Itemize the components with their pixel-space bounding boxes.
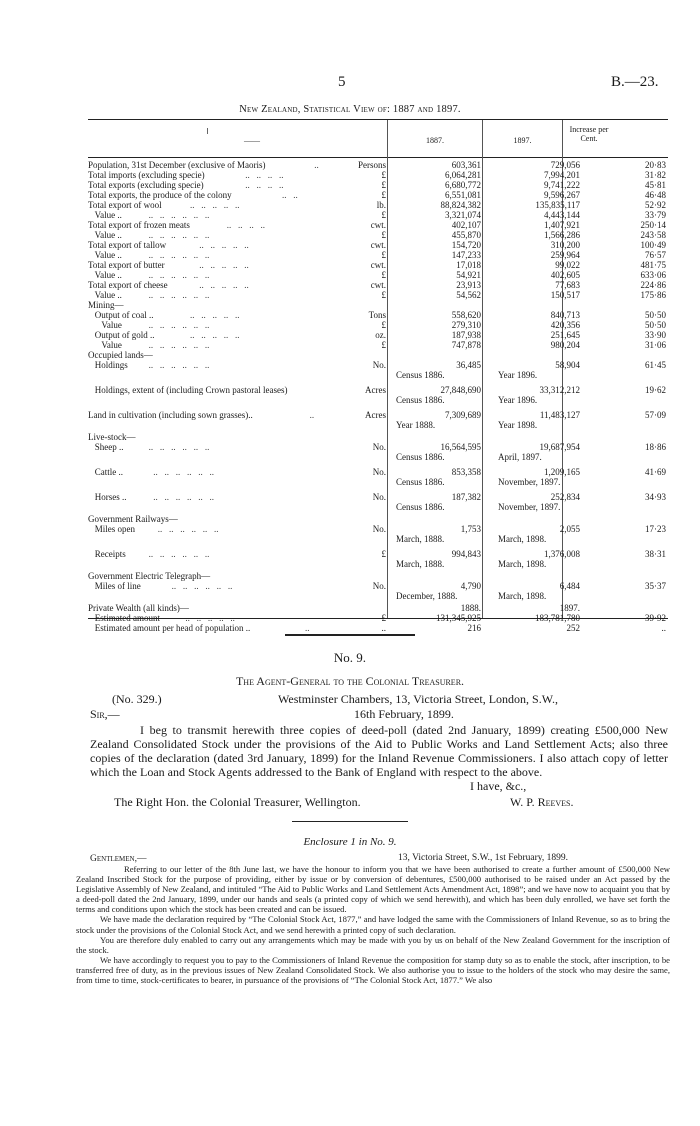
note-1887: Year 1888. <box>396 420 436 430</box>
value-1897: 99,022 <box>555 260 580 270</box>
value-1887: 16,564,595 <box>440 442 481 452</box>
value-1897: 840,713 <box>550 310 580 320</box>
enclosure-paragraph: We have accordingly to request you to pay to the Commissioners of Inland Revenue the composition for stamp duty so as to enable the stock, after inscription, to be transferred free of duty, as in the previous issues of New Zealand Consolidated Stock. We also authorise you to issue to the holders of the stock who may desire the same, from time to time, stock-certificates to bearer, in pursuance of the provisions of “The Colonial Stock Act, 1877.” We also <box>76 954 670 986</box>
note-1897: November, 1897. <box>498 477 561 487</box>
row-unit: £ <box>381 230 386 240</box>
letter-closing: I have, &c., <box>470 779 527 793</box>
increase-percent: 20·83 <box>645 160 666 170</box>
row-unit: Tons <box>368 310 386 320</box>
value-1887: 747,878 <box>451 340 481 350</box>
increase-percent: .. <box>661 623 666 633</box>
increase-percent: 175·86 <box>640 290 666 300</box>
row-label: Value <box>88 320 122 330</box>
leader-dots: .. <box>314 160 319 170</box>
value-1897: 183,781,780 <box>535 613 580 623</box>
increase-percent: 250·14 <box>640 220 666 230</box>
increase-percent: 61·45 <box>645 360 666 370</box>
value-1887: 558,620 <box>451 310 481 320</box>
note-1887: December, 1888. <box>396 591 458 601</box>
row-unit: £ <box>381 210 386 220</box>
leader-dots: .. .. .. .. .. <box>199 280 249 290</box>
row-label: Value .. <box>88 210 122 220</box>
leader-dots: .. .. .. .. .. .. <box>153 467 214 477</box>
row-unit: cwt. <box>370 240 386 250</box>
row-unit: cwt. <box>370 220 386 230</box>
row-unit: £ <box>381 170 386 180</box>
row-unit: Persons <box>357 160 386 170</box>
increase-percent: 18·86 <box>645 442 666 452</box>
enclosure-body <box>76 864 670 985</box>
value-1897: 9,741,222 <box>544 180 580 190</box>
increase-percent: 34·93 <box>645 492 666 502</box>
increase-percent: 633·06 <box>640 270 666 280</box>
leader-dots: .. .. <box>282 190 298 200</box>
row-label: Miles open <box>88 524 135 534</box>
row-label: Output of coal .. <box>88 310 154 320</box>
row-unit: oz. <box>375 330 386 340</box>
note-1887: Census 1886. <box>396 452 445 462</box>
leader-dots: .. .. .. .. .. .. <box>148 549 210 559</box>
header-spacer-mark <box>207 128 208 134</box>
letter-body-text: I beg to transmit herewith three copies of deed-poll (dated 2nd January, 1899) creating £500,000 New Zealand Consolidated Stock under the provisions of the Aid to Public Works and Land Settlement Acts; also three copies of the declaration (dated 3rd January, 1899) for the Inland Revenue Commissioners. I also attach copy of letter which the Loan and Stock Agents addressed to the Bank of England with respect to the above. <box>90 723 668 779</box>
increase-percent: 100·49 <box>640 240 666 250</box>
enclosure-heading-text: Enclosure 1 in No. 9. <box>303 836 397 848</box>
increase-percent: 33·79 <box>645 210 666 220</box>
value-1897: 1897. <box>559 603 580 613</box>
row-unit: £ <box>381 250 386 260</box>
leader-dots: .. .. .. .. .. .. <box>148 290 210 300</box>
leader-dots: .. .. .. .. .. <box>199 260 249 270</box>
value-1887: 853,358 <box>451 467 481 477</box>
document-reference: B.—23. <box>611 74 659 90</box>
row-label: Value .. <box>88 230 122 240</box>
value-1897: 310,200 <box>550 240 580 250</box>
row-unit: No. <box>372 492 386 502</box>
increase-percent: 57·09 <box>645 410 666 420</box>
value-1887: 154,720 <box>451 240 481 250</box>
letter-number: No. 9. <box>333 650 367 665</box>
enclosure-salutation: Gentlemen,— <box>90 854 147 864</box>
letter-body <box>90 723 668 779</box>
value-1897: 4,443,144 <box>544 210 580 220</box>
value-1897: 420,356 <box>550 320 580 330</box>
value-1897: 6,484 <box>559 581 580 591</box>
row-label: Output of gold .. <box>88 330 155 340</box>
sender-address: Westminster Chambers, 13, Victoria Street, London, S.W., <box>278 692 558 706</box>
value-1897: 33,312,212 <box>539 385 580 395</box>
letter-heading: The Agent-General to the Colonial Treasurer. <box>235 674 465 688</box>
row-unit: £ <box>381 190 386 200</box>
row-label: Miles of line <box>88 581 141 591</box>
note-1897: March, 1898. <box>498 591 547 601</box>
note-1887: Census 1886. <box>396 395 445 405</box>
row-unit: lb. <box>376 200 386 210</box>
value-1897: 77,683 <box>555 280 580 290</box>
row-label: Estimated amount per head of population .. <box>88 623 251 633</box>
row-unit: £ <box>381 180 386 190</box>
value-1897: 2,055 <box>559 524 580 534</box>
increase-percent: 481·75 <box>640 260 666 270</box>
note-1897: March, 1898. <box>498 559 547 569</box>
table-title: New Zealand, Statistical View of: 1887 and 1897. <box>239 104 461 115</box>
table-header-rule <box>88 157 668 158</box>
value-1887: 27,848,690 <box>440 385 481 395</box>
row-label: Value <box>88 340 122 350</box>
value-1887: 1,753 <box>460 524 481 534</box>
leader-dots: .. .. .. .. .. .. <box>153 492 214 502</box>
increase-percent: 243·58 <box>640 230 666 240</box>
value-1887: 54,562 <box>456 290 481 300</box>
value-1887: 54,921 <box>456 270 481 280</box>
row-unit: No. <box>372 524 386 534</box>
value-1887: 1888. <box>460 603 481 613</box>
row-label: Value .. <box>88 270 122 280</box>
increase-percent: 50·50 <box>645 310 666 320</box>
value-1897: 150,517 <box>550 290 580 300</box>
leader-dots: .. <box>309 410 315 420</box>
leader-dots: .. .. .. .. .. .. <box>148 340 210 350</box>
note-1897: November, 1897. <box>498 502 561 512</box>
value-1887: 88,824,382 <box>440 200 481 210</box>
row-label: Total export of cheese <box>88 280 168 290</box>
leader-dots: .. .. .. .. .. .. <box>171 581 233 591</box>
value-1887: 6,551,081 <box>445 190 481 200</box>
page-number: 5 <box>338 74 346 90</box>
row-label: Holdings <box>88 360 128 370</box>
row-unit: £ <box>381 320 386 330</box>
note-1887: March, 1888. <box>396 534 445 544</box>
increase-percent: 45·81 <box>645 180 666 190</box>
row-label: Mining— <box>88 300 124 310</box>
enclosure-address-date: 13, Victoria Street, S.W., 1st February, 1899. <box>398 853 569 863</box>
leader-dots: .. .. .. .. .. .. <box>148 442 210 452</box>
row-unit: No. <box>372 581 386 591</box>
value-1897: 252,834 <box>550 492 580 502</box>
row-label: Total imports (excluding specie) <box>88 170 205 180</box>
increase-percent: 35·37 <box>645 581 666 591</box>
increase-percent: 50·50 <box>645 320 666 330</box>
value-1897: 19,687,954 <box>539 442 580 452</box>
leader-dots: .. .. .. .. .. <box>185 613 235 623</box>
value-1887: 603,361 <box>451 160 481 170</box>
value-1897: 729,056 <box>550 160 580 170</box>
leader-dots: .. <box>305 623 310 633</box>
increase-percent: 46·48 <box>645 190 666 200</box>
value-1897: 7,994,201 <box>544 170 580 180</box>
value-1887: 216 <box>467 623 481 633</box>
row-unit: .. <box>381 623 386 633</box>
row-label: Total exports, the produce of the colony <box>88 190 232 200</box>
value-1897: 1,566,286 <box>544 230 580 240</box>
letter-addressee: The Right Hon. the Colonial Treasurer, Wellington. <box>114 795 361 809</box>
row-unit: cwt. <box>370 260 386 270</box>
value-1887: 17,018 <box>456 260 481 270</box>
value-1897: 259,964 <box>550 250 580 260</box>
value-1887: 23,913 <box>456 280 481 290</box>
increase-percent: 19·62 <box>645 385 666 395</box>
value-1897: 9,596,267 <box>544 190 580 200</box>
letter-date: 16th February, 1899. <box>354 707 454 721</box>
enclosure-heading <box>0 836 700 848</box>
value-1897: 1,376,008 <box>544 549 580 559</box>
row-unit: No. <box>372 467 386 477</box>
value-1887: 187,382 <box>451 492 481 502</box>
value-1887: 4,790 <box>460 581 481 591</box>
column-header-1887: 1887. <box>426 136 444 145</box>
row-label: Cattle .. <box>88 467 123 477</box>
increase-percent: 41·69 <box>645 467 666 477</box>
row-label: Total export of wool <box>88 200 162 210</box>
increase-percent: 33·90 <box>645 330 666 340</box>
letter-signature: W. P. Reeves. <box>510 795 574 809</box>
increase-percent: 76·57 <box>645 250 666 260</box>
value-1887: 994,843 <box>451 549 481 559</box>
note-1887: Census 1886. <box>396 370 445 380</box>
increase-percent: 31·82 <box>645 170 666 180</box>
note-1887: Census 1886. <box>396 502 445 512</box>
value-1887: 6,064,281 <box>445 170 481 180</box>
leader-dots: .. .. .. .. .. .. <box>148 250 210 260</box>
note-1897: March, 1898. <box>498 534 547 544</box>
value-1897: 58,904 <box>555 360 580 370</box>
value-1887: 7,309,689 <box>445 410 481 420</box>
table-top-rule <box>88 119 668 120</box>
value-1897: 980,204 <box>550 340 580 350</box>
leader-dots: .. .. .. .. .. <box>190 310 240 320</box>
note-1887: March, 1888. <box>396 559 445 569</box>
value-1887: 147,233 <box>451 250 481 260</box>
row-label: Government Electric Telegraph— <box>88 571 211 581</box>
row-label: Total export of tallow <box>88 240 167 250</box>
increase-percent: 17·23 <box>645 524 666 534</box>
row-label: Government Railways— <box>88 514 178 524</box>
value-1887: 36,485 <box>456 360 481 370</box>
value-1897: 252 <box>566 623 580 633</box>
value-1887: 3,321,074 <box>445 210 481 220</box>
row-unit: £ <box>381 549 386 559</box>
value-1887: 6,680,772 <box>445 180 481 190</box>
leader-dots: .. .. .. .. .. .. <box>148 210 210 220</box>
value-1887: 402,107 <box>451 220 481 230</box>
leader-dots: .. .. .. .. <box>245 180 284 190</box>
note-1897: Year 1896. <box>498 395 538 405</box>
column-header-increase: Increase per Cent. <box>569 125 609 143</box>
row-unit: £ <box>381 613 386 623</box>
row-label: Value .. <box>88 290 122 300</box>
leader-dots: .. .. .. .. <box>226 220 266 230</box>
value-1897: 251,645 <box>550 330 580 340</box>
section-separator <box>285 634 415 636</box>
row-label: Total exports (excluding specie) <box>88 180 204 190</box>
row-label: Holdings, extent of (including Crown pastoral leases) <box>88 385 288 395</box>
leader-dots: .. .. .. .. .. .. <box>157 524 219 534</box>
row-unit: Acres <box>365 410 386 420</box>
row-unit: cwt. <box>370 280 386 290</box>
row-unit: No. <box>372 360 386 370</box>
value-1897: 1,407,921 <box>544 220 580 230</box>
row-label: Horses .. <box>88 492 127 502</box>
section-separator <box>292 821 408 822</box>
row-label: Land in cultivation (including sown grasses).. <box>88 410 253 420</box>
enclosure-paragraph: Referring to our letter of the 8th June last, we have the honour to inform you that we have been authorised to create a further amount of £500,000 New Zealand Inscribed Stock for the purpose of providing, either by issue or by conversion of debentures, £500,000 authorised to be raised under an Act passed by the Legislative Assembly of New Zealand, and intituled “The Aid to Public Works and Land Settlement Acts Amendment Act, 1898”; and we have now to acquaint you that by a deed-poll dated the 2nd January, 1899, under our hands and seals (a printed copy of which we send herewith), and which has been duly enrolled, we have set forth the terms and conditions upon which the stock has been created and can be issued. <box>76 864 670 915</box>
value-1897: 402,605 <box>550 270 580 280</box>
leader-dots: .. .. .. .. .. .. <box>148 270 210 280</box>
leader-dots: .. .. .. .. .. .. <box>148 320 210 330</box>
value-1897: 1,209,165 <box>544 467 580 477</box>
value-1897: 11,483,127 <box>539 410 580 420</box>
leader-dots: .. .. .. .. .. .. <box>148 230 210 240</box>
leader-dots: .. .. .. .. .. <box>199 240 249 250</box>
value-1897: 135,835,117 <box>535 200 580 210</box>
row-unit: £ <box>381 340 386 350</box>
row-label: Live-stock— <box>88 432 136 442</box>
leader-dots: .. .. .. .. <box>245 170 284 180</box>
increase-percent: 39·92 <box>645 613 666 623</box>
row-label: Private Wealth (all kinds)— <box>88 603 189 613</box>
leader-dots: .. .. .. .. .. <box>190 200 240 210</box>
note-1897: Year 1896. <box>498 370 538 380</box>
letter-ref-number: (No. 329.) <box>112 692 162 706</box>
row-label: Occupied lands— <box>88 350 153 360</box>
increase-percent: 31·06 <box>645 340 666 350</box>
row-label: Sheep .. <box>88 442 124 452</box>
letter-salutation: Sir,— <box>90 707 120 721</box>
row-label: Estimated amount <box>88 613 160 623</box>
value-1887: 279,310 <box>451 320 481 330</box>
row-label: Population, 31st December (exclusive of Maoris) <box>88 160 266 170</box>
enclosure-paragraph: You are therefore duly enabled to carry out any arrangements which may be made with you by us on behalf of the New Zealand Government for the inscription of the stock. <box>76 934 670 955</box>
row-label: Receipts <box>88 549 126 559</box>
value-1887: 187,938 <box>451 330 481 340</box>
increase-percent: 52·92 <box>645 200 666 210</box>
column-header-1897: 1897. <box>513 136 532 145</box>
note-1887: Census 1886. <box>396 477 445 487</box>
value-1887: 455,870 <box>451 230 481 240</box>
note-1897: April, 1897. <box>498 452 542 462</box>
row-unit: £ <box>381 290 386 300</box>
row-label: Total export of butter <box>88 260 165 270</box>
row-unit: No. <box>372 442 386 452</box>
row-unit: £ <box>381 270 386 280</box>
increase-percent: 224·86 <box>640 280 666 290</box>
leader-dots: .. .. .. .. .. <box>190 330 240 340</box>
note-1897: Year 1898. <box>498 420 538 430</box>
row-label: Value .. <box>88 250 122 260</box>
leader-dots: .. .. .. .. .. .. <box>148 360 210 370</box>
column-header-description: —— <box>244 136 260 145</box>
increase-percent: 38·31 <box>645 549 666 559</box>
value-1887: 131,345,925 <box>436 613 481 623</box>
enclosure-paragraph: We have made the declaration required by “The Colonial Stock Act, 1877,” and have lodged the same with the Commissioners of Inland Revenue, so as to bring the stock under the provisions of the Colonial Stock Act, and we send herewith a printed copy of such declaration. <box>76 914 670 935</box>
row-label: Total export of frozen meats <box>88 220 190 230</box>
row-unit: Acres <box>365 385 386 395</box>
